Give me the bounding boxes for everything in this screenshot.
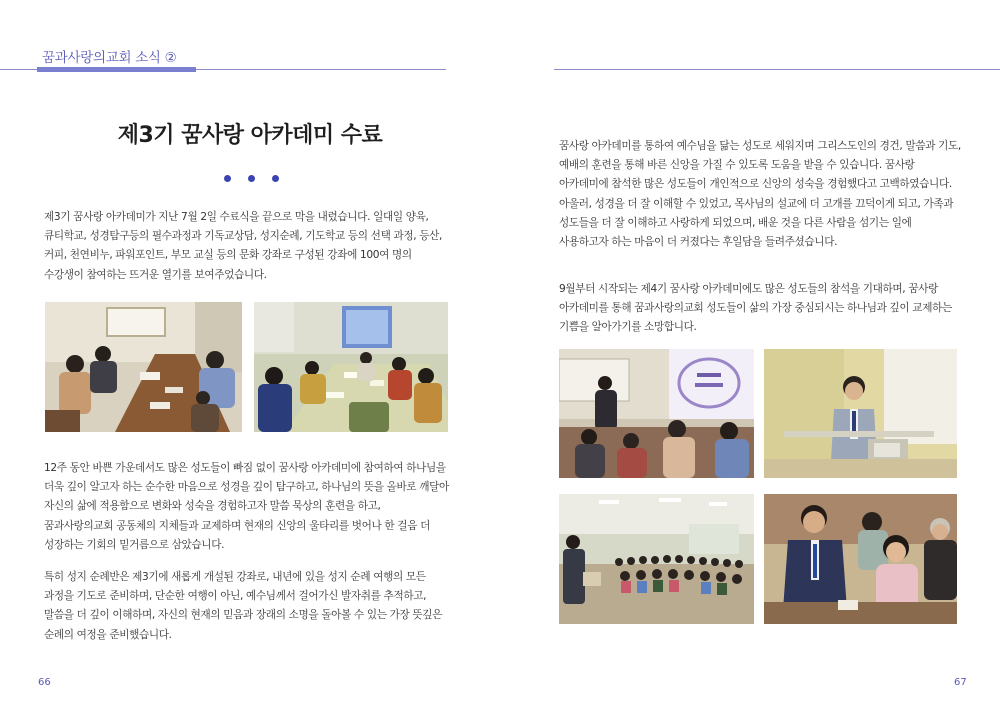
header-rule-right: [554, 69, 1000, 70]
ornament-dot: [248, 175, 255, 182]
ornament-dot: [272, 175, 279, 182]
ornament-dot: [224, 175, 231, 182]
page-number-left: 66: [38, 677, 51, 688]
body-paragraph-2: 12주 동안 바쁜 가운데서도 많은 성도들이 빠짐 없이 꿈사랑 아카데미에 참여하여 하나님을 더욱 깊이 알고자 하는 순수한 마음으로 성경을 깊이 탐구하고, 하나님의 뜻을 올바로 깨달아 자신의 삶에 적용함으로 변화와 성숙을 경험하고자 말씀 묵상의 훈련을 하고, 꿈과사랑의교회 공동체의 지체들과 교제하며 현재의 신앙의 울타리를 벗어나 한 걸음 더 성장하는 기회의 밑거름으로 삼았습니다.: [44, 462, 449, 551]
title-ornament-dots: [224, 175, 284, 185]
photo-audience-closeup: [764, 494, 957, 624]
section-label: 꿈과사랑의교회 소식 ②: [42, 50, 177, 66]
right-paragraph-1: 꿈사랑 아카데미를 통하여 예수님을 닮는 성도로 세워지며 그리스도인의 경건, 말씀과 기도, 예배의 훈련을 통해 바른 신앙을 가질 수 있도록 도움을 받을 수 있습니다. 꿈사랑 아카데미에 참석한 많은 성도들이 개인적으로 신앙의 성숙을 경험했다고 고백하였습니다. 아울러, 성경을 더 잘 이해할 수 있었고, 목사님의 설교에 더 고개를 끄덕이게 되고, 가족과 성도들을 더 잘 이해하고 사랑하게 되었으며, 배운 것을 다른 사람을 섬기는 일에 사용하고자 하는 마음이 더 커졌다는 후일담을 들려주셨습니다.: [559, 140, 961, 249]
photo-group-study-table: [45, 302, 242, 432]
intro-paragraph: 제3기 꿈사랑 아카데미가 지난 7월 2일 수료식을 끝으로 막을 내렸습니다. 일대일 양육, 큐티학교, 성경탐구등의 필수과정과 기독교상담, 성지순례, 기도학교 등의 선택 과정, 등산, 커피, 천연비누, 파워포인트, 부모 교실 등의 문화 강좌로 구성된 강좌에 100여 명의 수강생이 참여하는 뜨거운 열기를 보여주었습니다.: [44, 211, 443, 281]
photo-classroom-session: [254, 302, 448, 432]
photo-auditorium-audience: [559, 494, 754, 624]
body-paragraph-3: 특히 성지 순례반은 제3기에 새롭게 개설된 강좌로, 내년에 있을 성지 순례 여행의 모든 과정을 기도로 준비하며, 단순한 여행이 아닌, 예수님께서 걸어가신 발자취를 추적하고, 말씀을 더 깊이 이해하며, 자신의 현재의 믿음과 장래의 소명을 돌아볼 수 있는 가장 뜻깊은 순례의 여정을 준비했습니다.: [44, 571, 443, 641]
page-number-right: 67: [954, 677, 967, 688]
photo-speaker-podium: [764, 349, 957, 478]
photo-lecture-speaker-woman: [559, 349, 754, 478]
header-accent-bar: [37, 67, 196, 72]
article-title: 제3기 꿈사랑 아카데미 수료: [117, 123, 383, 148]
right-paragraph-2: 9월부터 시작되는 제4기 꿈사랑 아카데미에도 많은 성도들의 참석을 기대하며, 꿈사랑 아카데미를 통해 꿈과사랑의교회 성도들이 삶의 가장 중심되시는 하나님과 깊이 교제하는 기쁨을 알아가기를 소망합니다.: [559, 283, 952, 334]
right-page: [500, 0, 1000, 709]
